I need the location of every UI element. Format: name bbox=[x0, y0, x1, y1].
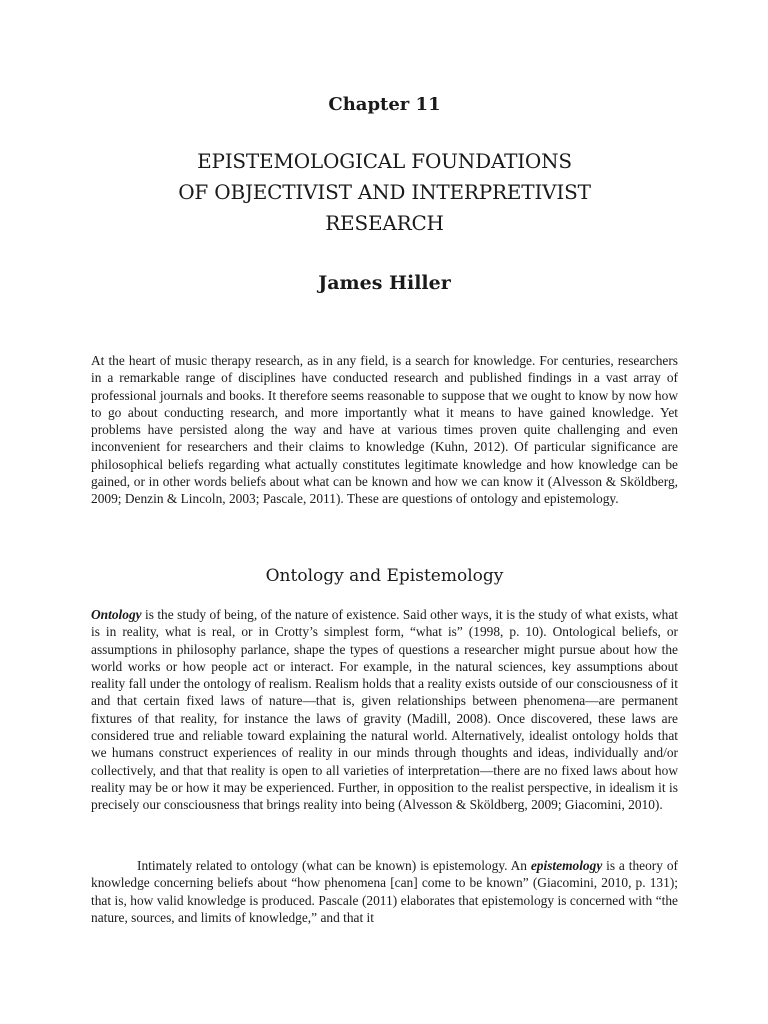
epistemology-paragraph-text-before: Intimately related to ontology (what can be known) is epistemology. An bbox=[137, 858, 531, 873]
ontology-paragraph-text: is the study of being, of the nature of existence. Said other ways, it is the study of what exists, what is in reality, what is real, or in Crotty’s simplest form, “what is” (1998, p. 10). Ontological beliefs, or assumptions in philosophy parlance, shape the types of questions a researcher might pursue about how the world works or how people act or interact. For example, in the natural sciences, key assumptions about reality fall under the ontology of realism. Realism holds that a reality exists outside of our consciousness of it and that certain fixed laws of nature—that is, given relationships between phenomena—are permanent fixtures of that reality, for instance the laws of gravity (Madill, 2008). Once discovered, these laws are considered true and reliable toward explaining the natural world. Alternatively, idealist ontology holds that we humans construct experiences of reality in our minds through thoughts and ideas, individually and/or collectively, and that that reality is open to all varieties of interpretation—there are no fixed laws about how reality may be or how it may be experienced. Further, in opposition to the realist perspective, in idealism it is precisely our consciousness that brings reality into being (Alvesson & Sköldberg, 2009; Giacomini, 2010). bbox=[91, 607, 678, 813]
document-page bbox=[91, 0, 678, 1024]
chapter-title-line: EPISTEMOLOGICAL FOUNDATIONS bbox=[197, 149, 572, 173]
epistemology-paragraph bbox=[91, 857, 678, 926]
chapter-title-line: OF OBJECTIVIST AND INTERPRETIVIST bbox=[178, 180, 591, 204]
term-ontology: Ontology bbox=[91, 607, 142, 622]
chapter-label: Chapter 11 bbox=[328, 94, 441, 115]
epistemology-paragraph-text-after: is a theory of knowledge concerning beliefs about “how phenomena [can] come to be known” (Giacomini, 2010, p. 131); that is, how valid knowledge is produced. Pascale (2011) elaborates that epistemology is concerned with “the nature, sources, and limits of knowledge,” and that it bbox=[91, 858, 678, 925]
chapter-title-line: RESEARCH bbox=[325, 211, 444, 235]
intro-paragraph: At the heart of music therapy research, as in any field, is a search for knowledge. For centuries, researchers in a remarkable range of disciplines have conducted research and published findings in a vast array of professional journals and books. It therefore seems reasonable to suppose that we ought to know by now how to go about conducting research, and more importantly what it means to have gained knowledge. Yet problems have persisted along the way and have at various times proven quite challenging and even inconvenient for researchers and their claims to knowledge (Kuhn, 2012). Of particular significance are philosophical beliefs regarding what actually constitutes legitimate knowledge and how knowledge can be gained, or in other words beliefs about what can be known and how we can know it (Alvesson & Sköldberg, 2009; Denzin & Lincoln, 2003; Pascale, 2011). These are questions of ontology and epistemology. bbox=[91, 353, 678, 507]
chapter-title bbox=[91, 146, 678, 239]
section-heading: Ontology and Epistemology bbox=[265, 566, 504, 586]
author-name: James Hiller bbox=[318, 272, 451, 294]
term-epistemology: epistemology bbox=[530, 858, 603, 873]
ontology-paragraph bbox=[91, 606, 678, 814]
